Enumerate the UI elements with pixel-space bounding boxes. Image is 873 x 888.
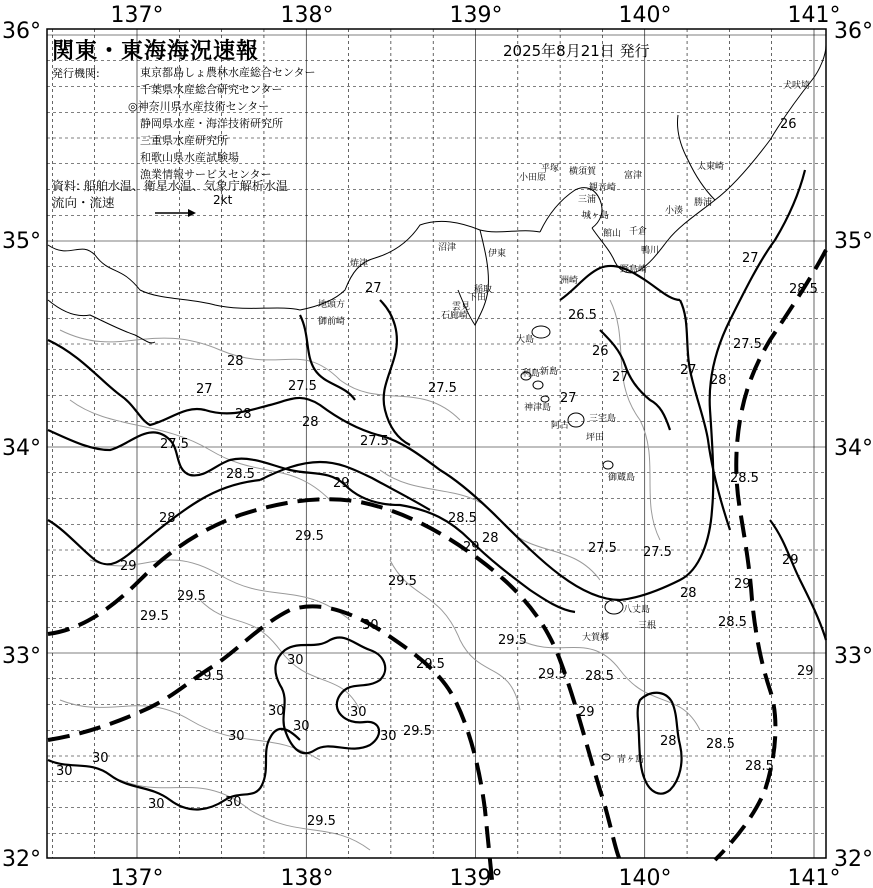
place-name: 利島 [522,369,541,379]
place-name: 太東崎 [697,162,725,172]
iso-label: 28.5 [730,471,759,486]
iso-label: 27.5 [160,437,189,452]
data-source: 資料: 船舶水温、衛星水温、気象庁解析水温 [52,179,288,193]
iso-label: 29 [333,476,350,491]
place-name: 阿古 [551,421,570,431]
iso-label: 27 [742,251,759,266]
place-name: 坪田 [586,433,605,443]
iso-label: 29 [578,705,595,720]
lat-label-right: 36° [834,19,873,44]
iso-label: 29.5 [403,724,432,739]
iso-label: 28 [302,415,319,430]
lon-label-top: 138° [280,3,334,28]
iso-label: 30 [228,729,245,744]
iso-label: 28.5 [745,759,774,774]
place-name: 観音崎 [589,183,617,193]
iso-label: 29.5 [538,667,567,682]
minor-isotherms [60,300,700,850]
place-name: 大島 [516,335,535,345]
institutions-list [128,64,316,183]
institutions-label: 発行機関: [52,67,100,80]
iso-label: 29.5 [140,609,169,624]
lat-label-left: 35° [2,229,41,254]
iso-label: 28 [680,586,697,601]
institution: ◎神奈川県水産技術センター [128,100,270,113]
map-title: 関東・東海海況速報 [52,39,260,64]
iso-label: 28.5 [706,737,735,752]
place-name: 洲崎 [560,276,579,286]
place-name: 小田原 [519,173,547,183]
iso-label: 29.5 [195,669,224,684]
axis-labels [2,3,873,888]
place-name: 石廊崎 [441,311,469,321]
place-name: 焼津 [350,259,369,269]
issue-date: 2025年8月21日 発行 [503,42,650,60]
place-name: 稲取 [474,285,493,295]
place-name: 野島崎 [620,265,648,275]
iso-label: 28 [660,734,677,749]
iso-label: 28.5 [718,615,747,630]
iso-label: 30 [92,751,109,766]
iso-label: 29 [120,559,137,574]
iso-label: 29 [797,664,814,679]
iso-label: 28.5 [448,511,477,526]
place-name: 千倉 [629,227,648,237]
place-name: 八丈島 [623,605,651,615]
lon-label-top: 141° [787,3,841,28]
iso-label: 28 [710,373,727,388]
iso-label: 26 [780,117,797,132]
iso-label: 29 [463,540,480,555]
iso-label: 29 [782,553,799,568]
iso-label: 30 [148,797,165,812]
iso-label: 29.5 [295,529,324,544]
lat-label-right: 33° [834,644,873,669]
lat-label-right: 32° [834,847,873,872]
iso-label: 28 [482,531,499,546]
iso-label: 27.5 [428,381,457,396]
iso-label: 27.5 [733,337,762,352]
place-name: 鴨川 [641,246,660,256]
place-name: 神津島 [524,403,552,413]
kuroshio-axis [48,250,826,880]
place-name: 三浦 [578,195,597,205]
lon-label-bottom: 138° [280,866,334,888]
iso-label: 27 [680,363,697,378]
lat-label-right: 34° [834,436,873,461]
iso-label: 27.5 [288,379,317,394]
place-name: 三宅島 [589,414,617,424]
lat-label-left: 32° [2,847,41,872]
lon-label-bottom: 137° [110,866,164,888]
place-name: 沼津 [438,243,457,253]
iso-label: 29.5 [416,657,445,672]
place-name: 横須賀 [569,167,597,177]
flow-scale-arrow [155,209,196,217]
iso-label: 30 [268,704,285,719]
place-name: 下田 [468,293,487,303]
place-name: 青ヶ島 [617,755,645,765]
place-name: 御蔵島 [608,473,636,483]
iso-label: 27.5 [643,545,672,560]
iso-label: 27 [196,382,213,397]
institution: 東京都島しょ農林水産総合センター [140,66,316,79]
iso-label: 30 [56,764,73,779]
lon-label-bottom: 139° [449,866,503,888]
place-name: 新島 [540,367,559,377]
institution: 三重県水産研究所 [140,134,228,147]
place-name: 犬吠埼 [783,81,811,91]
iso-label: 27.5 [588,541,617,556]
institution: 和歌山県水産試験場 [140,151,239,164]
place-name: 館山 [603,229,622,239]
iso-label: 30 [362,618,379,633]
place-name: 城ヶ島 [582,211,610,221]
lat-label-left: 34° [2,436,41,461]
place-name: 小湊 [665,206,684,216]
iso-label: 28.5 [789,282,818,297]
institution: 千葉県水産総合研究センター [140,83,283,96]
place-name: 地頭方 [318,300,346,310]
flow-scale-label: 2kt [213,193,233,207]
place-name: 雲見 [452,302,471,312]
flow-legend-label: 流向・流速 [52,195,115,210]
iso-label: 29.5 [307,814,336,829]
lon-label-top: 139° [449,3,503,28]
place-name: 勝浦 [694,198,713,208]
iso-label: 30 [350,705,367,720]
iso-label: 26 [592,344,609,359]
iso-label: 28 [235,407,252,422]
place-name: 平塚 [541,164,560,174]
lat-label-left: 33° [2,644,41,669]
iso-label: 27 [365,281,382,296]
iso-label: 30 [287,653,304,668]
iso-label: 28.5 [226,467,255,482]
lon-label-bottom: 141° [787,866,841,888]
place-name: 伊東 [488,249,507,259]
lon-label-bottom: 140° [618,866,672,888]
iso-label: 28 [159,511,176,526]
place-name: 大賀郷 [582,633,610,643]
place-name: 富津 [624,171,643,181]
iso-label: 27 [560,391,577,406]
iso-label: 28 [227,354,244,369]
iso-label: 30 [380,729,397,744]
lat-label-right: 35° [834,229,873,254]
iso-label: 29.5 [388,574,417,589]
lat-label-left: 36° [2,19,41,44]
lon-label-top: 140° [618,3,672,28]
iso-label: 27 [612,370,629,385]
iso-label: 29 [734,577,751,592]
place-names [318,79,810,765]
place-name: 三根 [638,621,657,631]
iso-label: 26.5 [568,308,597,323]
iso-label: 28.5 [585,669,614,684]
iso-label: 27.5 [360,434,389,449]
iso-label: 29.5 [177,589,206,604]
iso-label: 29.5 [498,633,527,648]
lon-label-top: 137° [110,3,164,28]
institution: 漁業情報サービスセンター [140,168,272,181]
place-name: 御前崎 [318,317,346,327]
iso-label: 30 [293,719,310,734]
iso-label: 30 [225,795,242,810]
institution: 静岡県水産・海洋技術研究所 [140,117,283,130]
